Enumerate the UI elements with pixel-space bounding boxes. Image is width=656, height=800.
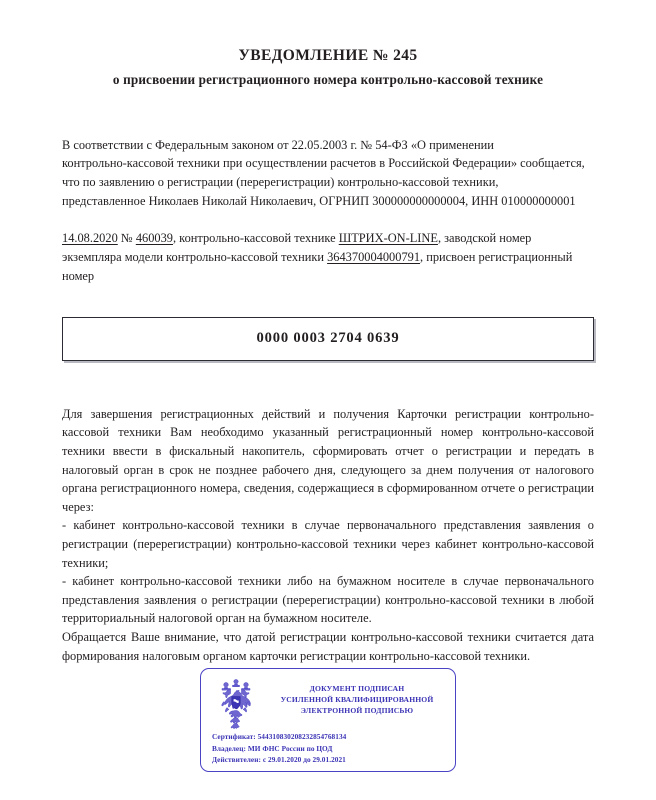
registration-text-1: , контрольно-кассовой технике [172,231,339,246]
intro-line-3: что по заявлению о регистрации (перерегистрации) контрольно-кассовой техники, [62,174,499,189]
stamp-border [200,668,456,772]
registration-details [62,229,594,286]
digital-signature-stamp [0,668,656,772]
registration-number: 460039 [135,231,173,246]
certificate-label: Сертификат: [212,732,256,741]
stamp-heading-line-1: ДОКУМЕНТ ПОДПИСАН [309,684,405,693]
stamp-top-row [210,676,446,731]
registration-text-5: номер [62,268,95,283]
applicant-name: Николаев Николай Николаевич [148,193,314,208]
stamp-details [210,731,446,766]
validity-value: с 29.01.2020 до 29.01.2021 [262,755,346,765]
validity-row [212,754,446,766]
instructions-section [62,405,594,666]
stamp-heading-line-2: УСИЛЕННОЙ КВАЛИФИЦИРОВАННОЙ [280,695,434,704]
inn-label: , ИНН [465,193,502,208]
instructions-paragraph-2: Обращается Ваше внимание, что датой регистрации контрольно-кассовой техники считается дата формирования налоговым органом карточки регистрации контрольно-кассовой техники. [62,630,594,663]
device-serial-number: 364370004000791 [327,250,421,265]
device-model-name: ШТРИХ-ON-LINE [338,231,438,246]
registration-number-label: № [120,231,133,246]
instructions-paragraph-1: Для завершения регистрационных действий и получения Карточки регистрации контрольно-кассовой техники Вам необходимо указанный регистрационный номер контрольно-кассовой техники ввести в фискальный накопитель, сформировать отчет о регистрации и передать в налоговый орган в срок не позднее рабочего дня, следующего за днем получения от налогового органа регистрационного номера, сведения, содержащиеся в сформированном отчете о регистрации через: [62,406,594,514]
intro-line-4 [62,192,594,211]
registration-text-4: , присвоен регистрационный [420,250,573,265]
certificate-row [212,731,446,743]
registration-date: 14.08.2020 [62,231,118,246]
registration-text-3: экземпляра модели контрольно-кассовой техники [62,250,328,265]
stamp-heading [268,676,446,716]
intro-line-1: В соответствии с Федеральным законом от 22.05.2003 г. № 54-ФЗ «О применении [62,137,494,152]
ogrnip-value: 300000000000004 [372,193,466,208]
intro-paragraph [62,136,594,210]
stamp-heading-line-3: ЭЛЕКТРОННОЙ ПОДПИСЬЮ [300,706,414,715]
owner-value: МИ ФНС России по ЦОД [247,743,333,753]
registration-number-value: 0000 0003 2704 0639 [256,330,400,347]
registration-text-2: , заводской номер [437,231,532,246]
intro-line-2: контрольно-кассовой техники при осуществлении расчетов в Российской Федерации» сообщается, [62,156,585,171]
inn-value: 010000000001 [501,193,576,208]
instructions-bullet-2: - кабинет контрольно-кассовой техники либо на бумажном носителе в случае первоначального представления заявления о регистрации (перерегистрации) контрольно-кассовой техники в любой территориальный налоговой орган на бумажном носителе. [62,574,594,626]
page-title: УВЕДОМЛЕНИЕ № 245 [238,47,418,64]
page-subtitle: о присвоении регистрационного номера контрольно-кассовой технике [112,71,544,87]
instructions-bullet-1: - кабинет контрольно-кассовой техники в случае первоначального представления заявления о регистрации (перерегистрации) контрольно-кассовой техники через кабинет контрольно-кассовой техники; [62,518,594,570]
ogrnip-label: , ОГРНИП [313,193,373,208]
validity-label: Действителен: [212,755,261,765]
registration-number-box [62,317,594,361]
applicant-prefix: представленное [62,193,149,208]
owner-label: Владелец: [212,743,246,753]
russian-coat-of-arms-icon [210,677,262,732]
owner-row [212,743,446,755]
certificate-value: 544310830208232854768134 [257,732,347,741]
document-header [62,0,594,89]
